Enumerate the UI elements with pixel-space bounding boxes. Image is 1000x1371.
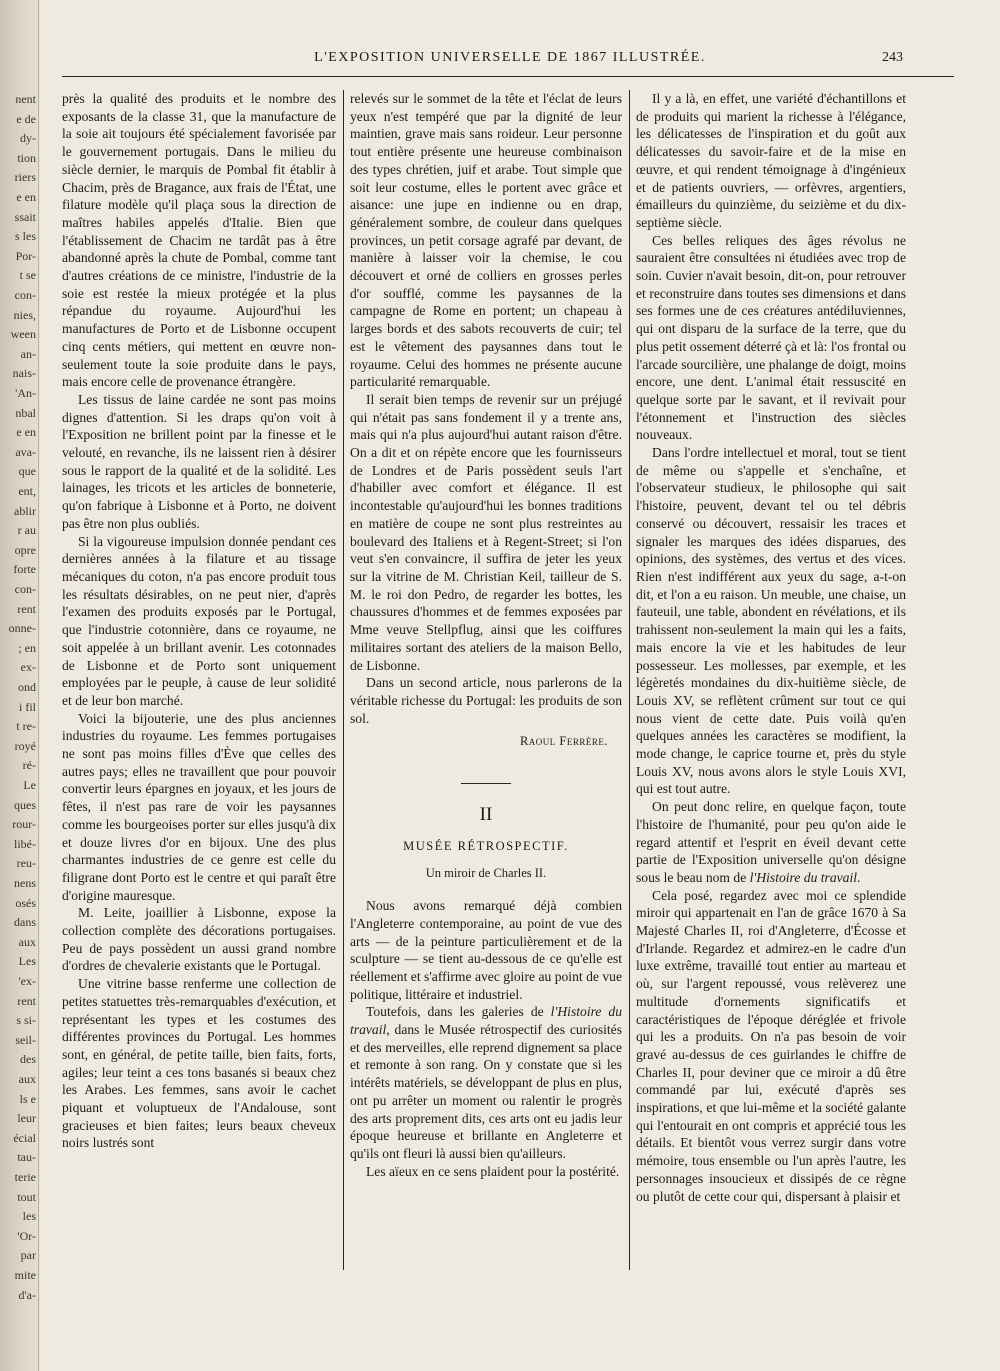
gutter-fragment: rent: [17, 601, 36, 616]
paragraph: Ces belles reliques des âges révolus ne sauraient être consultées ni étudiées avec trop de soin. Cuvier n'avait besoin, dit-on, pour retrouver et reconstruire dans toutes ses dimensions et dans ses formes une de ces créatures antédiluviennes, qui ont disparu de la surface de la terre, que du plus petit ossement déterré çà et là: l'os frontal ou l'arcade sourcilière, une phalange de doigt, moins encore, une dent. L'animal était ressuscité en quelque sorte par le savant, et il revivait pour l'étonnement et l'instruction des siècles nouveaux.: [636, 232, 906, 443]
gutter-fragment: nens: [14, 876, 36, 890]
gutter-fragment: par: [20, 1248, 36, 1263]
gutter-fragment: leur: [17, 1111, 36, 1126]
gutter-fragment: ; en: [18, 640, 36, 655]
gutter-fragment: i fil: [19, 699, 36, 714]
column-divider: [629, 90, 630, 1270]
gutter-fragment: mite: [14, 1268, 36, 1282]
gutter-fragment: nais-: [12, 366, 36, 381]
gutter-fragment: nbal: [15, 405, 36, 420]
paragraph: Si la vigoureuse impulsion donnée pendant ces dernières années à la filature et au tissage mécaniques du coton, n'a pas encore produit tous les résultats désirables, on ne peut nier, d'après l'examen des produits exposés par le Portugal, que l'industrie cotonnière, dans ce royaume, ne soit appelée à un brillant avenir. Les cotonnades de Lisbonne et de Porto sont uniquement employées par le peuple, à cause de leur solidité et de leur bon marché.: [62, 533, 336, 708]
gutter-fragment: t se: [19, 268, 36, 283]
gutter-fragment: ré-: [22, 758, 36, 773]
gutter-fragment: Por-: [15, 248, 36, 263]
gutter-fragment: tion: [17, 150, 36, 165]
gutter-fragment: reu-: [16, 856, 36, 871]
italic-title: l'Histoire du travail: [350, 1004, 622, 1038]
gutter-fragment: les: [22, 1209, 36, 1224]
gutter-fragment: rent: [17, 993, 36, 1008]
gutter-fragment: écial: [13, 1130, 36, 1145]
gutter-fragment: dans: [14, 915, 36, 930]
gutter-fragment: ex-: [20, 660, 36, 675]
gutter-fragment: s les: [15, 229, 36, 244]
text-run: On peut donc relire, en quelque façon, toute l'histoire de l'humanité, pour peu qu'on aide le regard attentif et l'esprit en éveil devant cette partie de l'Exposition universelle qu'on désigne sous le beau nom de: [636, 799, 906, 885]
gutter-fragment: ssait: [14, 209, 36, 224]
gutter-fragment: ques: [14, 797, 36, 812]
section-separator: [461, 783, 511, 784]
paragraph: M. Leite, joaillier à Lisbonne, expose la collection complète des décorations portugaises. Peu de pays possèdent un aussi grand nombre d'ordres de chevalerie existants que le Portugal.: [62, 905, 336, 974]
gutter-fragment: 'Or-: [17, 1228, 36, 1243]
paragraph: Dans un second article, nous parlerons de la véritable richesse du Portugal: les produits de son sol.: [350, 675, 622, 726]
header-rule: [62, 76, 954, 77]
adjacent-page-edge: [0, 0, 39, 1371]
gutter-fragment: opre: [14, 542, 36, 557]
column-1: [62, 90, 336, 1275]
gutter-fragment: t re-: [16, 719, 36, 734]
gutter-fragment: s si-: [16, 1013, 36, 1028]
newspaper-page: [40, 0, 1000, 1371]
gutter-fragment: con-: [14, 288, 36, 302]
paragraph: relevés sur le sommet de la tête et l'éclat de leurs yeux n'est tempéré que par la dignité de leur maintien, grave mais sans roideur. Leur personne tout entière présente une heureuse combinaison des types chrétien, juif et arabe. Tout simple que soit leur costume, elles le portent avec grâce et aisance: une jupe en indienne ou en drap, généralement sombre, de couleur dans quelques provinces, un petit corsage agrafé par devant, de manière à laisser voir la chemise, le cou découvert et orné de colliers en grosses perles d'or soufflé, comme les paysannes de la campagne de Rome en portent; un chapeau à larges bords et des sabots recouverts de cuir; tel est le vêtement des paysannes dans tout le royaume. Celui des hommes ne présente aucune particularité remarquable.: [350, 91, 622, 390]
gutter-fragment: terie: [14, 1170, 36, 1184]
paragraph: Une vitrine basse renferme une collection de petites statuettes très-remarquables d'exécution, et représentant les types et les costumes des différentes provinces du Portugal. Les hommes sont, en général, de petite taille, bien faits, forts, agiles; leur teint a ces tons basanés si beaux chez les Arabes. Les femmes, sans avoir le cachet piquant et voluptueux de l'Andalouse, sont gracieuses et bien faites; leurs beaux cheveux noirs lustrés sont: [62, 976, 336, 1151]
paragraph: [636, 798, 906, 887]
gutter-fragment: ent,: [18, 484, 36, 498]
running-header: L'EXPOSITION UNIVERSELLE DE 1867 ILLUSTRÉE.: [314, 50, 706, 65]
gutter-fragment: tout: [17, 1189, 36, 1204]
paragraph: Il y a là, en effet, une variété d'échantillons et de produits qui marient la richesse à l'élégance, les délicatesses de l'inspiration et du goût aux délicatesses du savoir-faire et de la mise en œuvre, et qui rendent témoignage à d'ingénieux et de patients ouvriers, — orfèvres, argentiers, émailleurs du quinzième, du seizième et du dix-septième siècle.: [636, 91, 906, 230]
gutter-fragment: nies,: [13, 307, 36, 322]
section-title: MUSÉE RÉTROSPECTIF.: [403, 838, 569, 853]
gutter-fragment: Les: [18, 954, 36, 969]
text-run: , dans le Musée rétrospectif des curiosités et des merveilles, elle reprend dignement sa place et remonte à son rang. On y constate que si les intérêts matériels, se développant de plus en plus, ont pu arrêter un moment ou ralentir le progrès des arts proprement dits, ces arts ont eu jadis leur époque heureuse et brillante en Angleterre et qu'ils ont fleuri là aussi bien qu'ailleurs.: [350, 1022, 622, 1161]
paragraph: Dans l'ordre intellectuel et moral, tout se tient de même ou s'appelle et s'enchaîne, et l'observateur studieux, le philosophe qui sait l'histoire, peuvent, devant tel ou tel débris conservé ou découvert, ressaisir les traces et signaler les marques des idées disparues, des opinions, des systèmes, des vertus et des vices. Rien n'est indifférent aux yeux du sage, a-t-on dit, et l'on a eu raison. Un meuble, une chaise, un fauteuil, une table, abondent en révélations, et ils trahissent non-seulement la main qui les a faits, mais encore la vie et les habitudes de leur possesseur. Les mollesses, par exemple, et les légèretés mondaines du dix-huitième siècle, de Louis XV, se reflètent crûment sur tout ce qui nous vient de cette date. Puis voilà qu'en quelques années les caractères se modifient, la mode change, le caprice tourne et, près du style Louis XV, nous avons alors le style Louis XVI, qui est tout autre.: [636, 445, 906, 797]
gutter-fragment: libé-: [14, 836, 36, 851]
paragraph: près la qualité des produits et le nombre des exposants de la classe 31, que la manufacture de la soie ait toujours été spécialement favorisée par le gouvernement portugais. Dans le milieu du siècle dernier, le marquis de Pombal fit établir à Chacim, près de Bragance, aux frais de l'État, une filature modèle qu'il plaça sous la direction de maîtres habiles appelés d'Italie. Bien que l'établissement de Chacim ne tardât pas à être abandonné après la chute de Pombal, comme tant d'autres créations de ce ministre, l'industrie de la soie est restée la mieux protégée et la plus répandue du royaume. Aujourd'hui les manufactures de Porto et de Lisbonne occupent cinq cents métiers, qui mettent en œuvre non-seulement toute la soie produite dans le pays, mais encore celle de provenance étrangère.: [62, 91, 336, 390]
gutter-fragment: ween: [10, 327, 36, 342]
section-number: II: [479, 804, 493, 826]
column-divider: [343, 90, 344, 1270]
gutter-fragment: con-: [14, 582, 36, 596]
italic-title: l'Histoire du travail: [749, 869, 858, 885]
gutter-fragment: ls e: [19, 1091, 36, 1106]
paragraph: Les aïeux en ce sens plaident pour la postérité.: [366, 1163, 620, 1179]
gutter-fragment: rour-: [12, 817, 36, 832]
gutter-fragment: Le: [23, 778, 36, 792]
column-3: [636, 90, 906, 1275]
gutter-fragment: d'a-: [18, 1287, 36, 1302]
gutter-fragment: ava-: [15, 444, 36, 459]
gutter-fragment: forte: [13, 562, 36, 577]
gutter-fragment: que: [18, 464, 36, 479]
gutter-fragment: osés: [15, 895, 36, 910]
gutter-fragment: 'An-: [15, 386, 36, 400]
gutter-fragment: riers: [14, 170, 36, 185]
gutter-fragment: ablir: [14, 503, 36, 518]
paragraph: [350, 1003, 622, 1162]
section-subtitle: Un miroir de Charles II.: [425, 866, 547, 881]
author-signature: Raoul Ferrère.: [519, 734, 608, 749]
gutter-fragment: nent: [15, 92, 36, 106]
text-run: Toutefois, dans les galeries de: [366, 1004, 551, 1020]
paragraph: Les tissus de laine cardée ne sont pas moins dignes d'attention. Si les draps qu'on voit à l'Exposition ne brillent point par la finesse et le velouté, en revanche, ils ne laissent rien à désirer sous le rapport de la qualité et de la solidité. Les lainages, les tricots et les articles de bonneterie, qu'on fabrique à Lisbonne et à Porto, ne doivent pas être non plus oubliés.: [62, 391, 336, 531]
gutter-fragment: 'ex-: [18, 974, 36, 988]
gutter-fragment: an-: [20, 346, 36, 361]
gutter-fragment: ond: [18, 680, 36, 694]
gutter-fragment: r au: [17, 523, 36, 538]
gutter-fragment: e en: [16, 425, 36, 440]
gutter-fragment: tau-: [17, 1150, 36, 1165]
gutter-fragment: aux: [18, 934, 36, 949]
paragraph: Il serait bien temps de revenir sur un préjugé qui n'était pas sans fondement il y a trente ans, mais qui n'a plus aujourd'hui autant raison d'être. On a dit et on répète encore que les fournisseurs de Londres et de Paris possèdent seuls l'art d'habiller avec comfort et élégance. Il est incontestable qu'aujourd'hui les bonnes traditions en matière de coupe ne sont plus restreintes au boulevard des Italiens et à Regent-Street; si l'on veut s'en convaincre, il suffira de jeter les yeux sur la vitrine de M. Christian Keil, tailleur de S. M. le roi don Pedro, de regarder les bottes, les chaussures d'hommes et de femmes exposées par Mme veuve Stellpflug, ainsi que les coiffures militaires sortant des ateliers de la maison Bello, de Lisbonne.: [350, 391, 622, 673]
text-run: .: [857, 869, 861, 885]
column-2: [350, 90, 622, 1275]
page-number: 243: [882, 50, 903, 65]
gutter-fragment: seil-: [15, 1032, 36, 1047]
paragraph: Nous avons remarqué déjà combien l'Angleterre contemporaine, au point de vue des arts — de la peinture particulièrement et de la sculpture — se tient au-dessous de ce qu'elle est réellement et s'affirme avec gloire au point de vue politique, littéraire et industriel.: [350, 898, 622, 1002]
paragraph: Cela posé, regardez avec moi ce splendide miroir qui appartenait en l'an de grâce 1670 à Sa Majesté Charles II, roi d'Angleterre, d'Écosse et d'Irlande. Regardez et admirez-en le cadre d'un luxe extrême, travaillé tout entier au marteau et où, sur l'argent repoussé, vous relèverez une multitude d'ornements significatifs et caractéristiques de l'époque déréglée et frivole qui les a produits. On n'a pas besoin de voir gravé au-dessus de ces guirlandes le chiffre de Charles II, pour deviner que ce miroir a dû être commandé par lui, exécuté d'après ses inspirations, et que lui-même et la société galante qui l'entourait en ont compris et apprécié tous les détails. Et bientôt vous verrez surgir dans votre mémoire, tous ensemble ou l'un après l'autre, les personnages insoucieux et dissipés de ce règne ou plutôt de cette cour qui, dispersant à plaisir et: [636, 887, 906, 1204]
gutter-fragment: onne-: [8, 621, 36, 636]
gutter-fragment: royé: [14, 738, 36, 753]
gutter-fragment: e en: [16, 190, 36, 204]
gutter-fragment: e de: [16, 111, 36, 126]
gutter-fragment: dy-: [20, 131, 36, 146]
paragraph: Voici la bijouterie, une des plus anciennes industries du royaume. Les femmes portugaises ne sont pas moins filles d'Ève que celles des autres pays; elles ne travaillent que pour pouvoir convertir leurs épargnes en joyaux, et les jours de fêtes, il n'est pas rare de voir les paysannes comme les bourgeoises porter sur elles jusqu'à dix et douze livres d'or en bijoux. Une des plus charmantes industries de ce genre est celle du filigrane dont Porto est le centre et qui paraît être d'origine mauresque.: [62, 710, 336, 903]
gutter-fragment: des: [20, 1052, 36, 1067]
gutter-fragment: aux: [18, 1072, 36, 1086]
